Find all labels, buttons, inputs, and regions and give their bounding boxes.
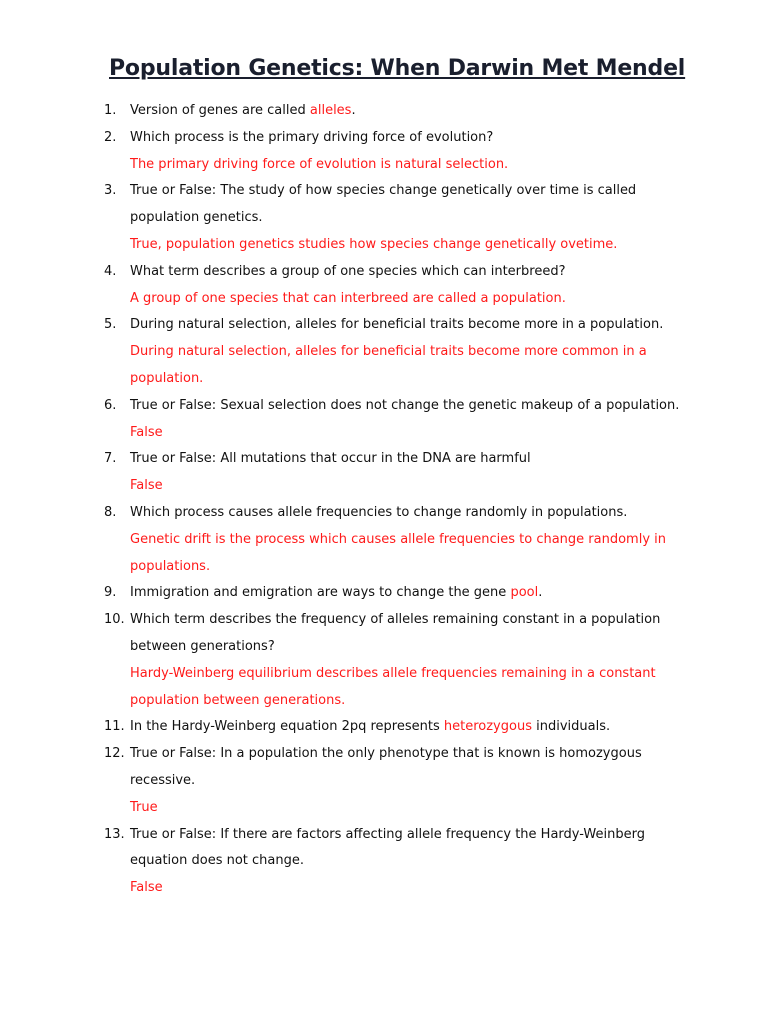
answer-inline: heterozygous [443, 719, 532, 735]
answer-text: True, population genetics studies how species change genetically ovetime. [130, 236, 618, 252]
question-text: recessive. [130, 772, 196, 788]
question-text: True or False: In a population the only phenotype that is known is homozygous [130, 746, 642, 762]
answer-inline: pool [510, 585, 539, 601]
item-number: 12. [104, 746, 125, 762]
question-text: True or False: Sexual selection does not change the genetic makeup of a population. [130, 397, 680, 413]
item-number: 7. [104, 451, 117, 467]
list-item [0, 741, 768, 821]
answer-inline: alleles [309, 103, 352, 118]
question-text: Which term describes the frequency of alleles remaining constant in a population [130, 612, 661, 628]
question-text: population genetics. [130, 210, 263, 226]
list-item [0, 580, 768, 607]
question-list [0, 98, 768, 902]
item-number: 5. [104, 317, 117, 333]
list-item [0, 714, 768, 741]
page-title: Population Genetics: When Darwin Met Mendel [109, 56, 686, 81]
item-number: 9. [104, 585, 117, 601]
answer-text: True [130, 799, 158, 815]
answer-text: The primary driving force of evolution is natural selection. [130, 156, 509, 172]
item-number: 10. [104, 612, 125, 628]
list-item [0, 500, 768, 580]
answer-text: Genetic drift is the process which causes allele frequencies to change randomly in [130, 531, 667, 547]
list-item [0, 446, 768, 500]
answer-text: False [130, 880, 163, 896]
question-text: between generations? [130, 638, 275, 654]
question-text: In the Hardy-Weinberg equation 2pq represents heterozygous individuals. [130, 719, 611, 735]
question-text: Immigration and emigration are ways to change the gene pool. [130, 585, 543, 601]
item-number: 1. [104, 103, 117, 118]
item-number: 4. [104, 263, 117, 279]
answer-text: populations. [130, 558, 211, 574]
list-item [0, 259, 768, 313]
list-item [0, 312, 768, 392]
item-number: 2. [104, 129, 117, 145]
answer-text: False [130, 478, 163, 494]
question-text: Which process is the primary driving force of evolution? [130, 129, 494, 145]
item-number: 11. [104, 719, 125, 735]
list-item [0, 607, 768, 714]
list-item [0, 98, 768, 125]
list-item [0, 822, 768, 902]
question-text: Which process causes allele frequencies to change randomly in populations. [130, 504, 628, 520]
item-number: 8. [104, 504, 117, 520]
answer-text: population. [130, 370, 204, 386]
item-number: 3. [104, 183, 117, 199]
answer-text: During natural selection, alleles for beneficial traits become more common in a [130, 344, 647, 360]
answer-text: population between generations. [130, 692, 346, 708]
list-item [0, 125, 768, 179]
item-number: 6. [104, 397, 117, 413]
list-item [0, 393, 768, 447]
question-text: Version of genes are called alleles. [130, 103, 356, 118]
answer-text: False [130, 424, 163, 440]
question-text: What term describes a group of one species which can interbreed? [130, 263, 566, 279]
question-text: During natural selection, alleles for beneficial traits become more in a population. [130, 317, 664, 333]
question-text: True or False: All mutations that occur in the DNA are harmful [130, 451, 531, 467]
question-text: True or False: If there are factors affecting allele frequency the Hardy-Weinberg [130, 826, 645, 842]
answer-text: A group of one species that can interbreed are called a population. [130, 290, 566, 306]
question-text: True or False: The study of how species change genetically over time is called [130, 183, 637, 199]
item-number: 13. [104, 826, 125, 842]
question-text: equation does not change. [130, 853, 304, 869]
list-item [0, 178, 768, 258]
answer-text: Hardy-Weinberg equilibrium describes allele frequencies remaining in a constant [130, 665, 656, 681]
